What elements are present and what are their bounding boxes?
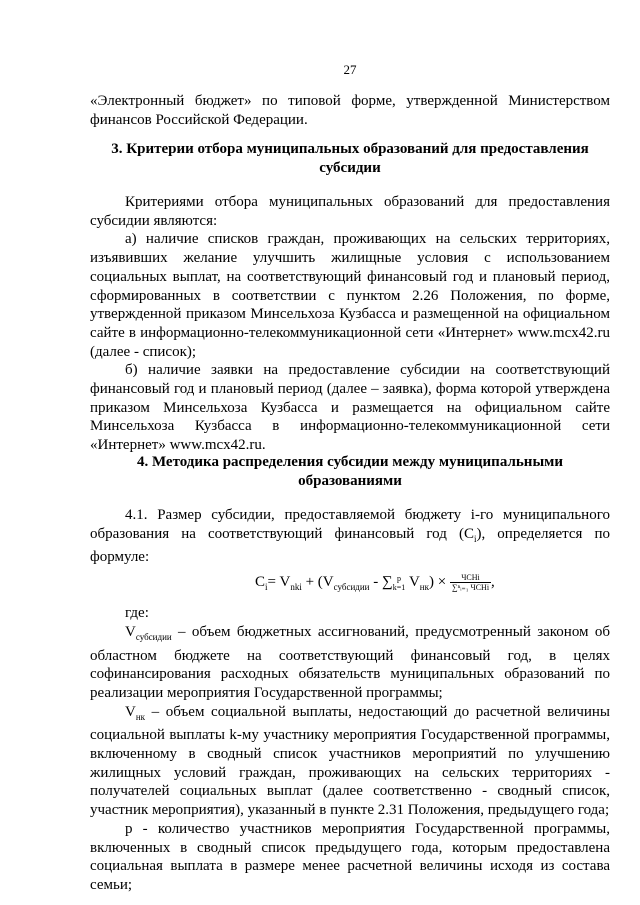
definition-v-nk-text: – объем социальной выплаты, недостающий до расчетной величины социальной выплаты k-му участнику мероприятия Государственной программы, включенному в сводный список участников мероприятий по улучшению жилищных условий граждан, проживающих на сельских территориях - получателей социальных выплат (далее соответственно - сводный список, участник мероприятия), указанный в пункте 2.31 Положения, предыдущего года; <box>90 703 610 819</box>
section4-heading-block <box>90 453 610 490</box>
subsidy-formula <box>90 571 610 598</box>
formula-minus: - <box>369 574 382 591</box>
formula-lhs: C <box>255 574 266 591</box>
formula-fraction-numerator: ЧСНi <box>450 573 491 583</box>
definition-v-subsidii-text: – объем бюджетных ассигнований, предусмотренный законом об областном бюджете на соответствующий финансовый год, в целях софинансирования расходных обязательств муниципальных образований по реализации мероприятия Государственной программы; <box>90 623 610 701</box>
formula-close: ) × <box>429 574 450 591</box>
section3-item-b: б) наличие заявки на предоставление субсидии на соответствующий финансовый год и плановый период (далее – заявка), форма которой утверждена приказом Минсельхоза Кузбасса и размещается на официальном сайте Минсельхоза Кузбасса в информационно-телекоммуникационной сети «Интернет» www.mcx42.ru. <box>90 362 610 454</box>
formula-sum-bottom: k=1 <box>392 582 406 592</box>
formula-sum-top: p <box>396 573 401 583</box>
section3-heading: 3. Критерии отбора муниципальных образований для предоставления субсидии <box>111 141 589 176</box>
intro-paragraph: «Электронный бюджет» по типовой форме, утвержденной Министерством финансов Российской Федерации. <box>90 93 610 128</box>
section4-body <box>90 506 610 895</box>
paragraph-4-1-subscript: i <box>473 533 477 544</box>
formula-fraction <box>450 573 491 592</box>
intro-block <box>90 92 610 129</box>
section3-item-a: а) наличие списков граждан, проживающих на сельских территориях, изъявивших желание улучшить жилищные условия с использованием социальных выплат, на соответствующий финансовый год и плановый период, сформированных в соответствии с пунктом 2.26 Положения, по форме, утвержденной приказом Минсельхоза Кузбасса и размещенной на официальном сайте в информационно-телекоммуникационной сети «Интернет» www.mcx42.ru (далее - список); <box>90 231 610 360</box>
definition-p: p - количество участников мероприятия Государственной программы, включенных в сводный список предыдущего года, которым предоставлена социальная выплата в размере менее расчетной величины исходя из состава семьи; <box>90 820 610 893</box>
formula-vnk: V <box>405 574 420 591</box>
formula-vs-sub: субсидии <box>333 582 370 593</box>
section3-heading-block <box>90 140 610 177</box>
formula-plus: + (V <box>301 574 334 591</box>
definition-v-nk-sub: нк <box>135 711 146 722</box>
section3-body <box>90 193 610 455</box>
formula-lhs-sub: i <box>265 582 268 593</box>
formula-sum-sign: ∑ <box>381 574 393 591</box>
page-number: 27 <box>343 62 357 77</box>
definition-v-nk-symbol: V <box>125 703 136 720</box>
paragraph-4-1-text-a: 4.1. Размер субсидии, предоставляемой бюджету i-го муниципального образования на соответствующий финансовый год (C <box>90 507 610 542</box>
formula-eq: = V <box>267 574 291 591</box>
definition-v-subsidii-symbol: V <box>125 623 136 640</box>
formula-fraction-denominator: ∑ⁿᵢ₌₁ ЧСНi <box>451 583 490 593</box>
paragraph-4-1-text-b: ), определяется по формуле: <box>90 525 610 566</box>
formula-v-sub: nki <box>290 582 302 593</box>
document-page <box>90 0 610 905</box>
definition-v-subsidii-sub: субсидии <box>135 631 172 642</box>
formula-comma: , <box>491 574 495 591</box>
definition-v-subsidii <box>90 623 610 703</box>
paragraph-4-1 <box>90 506 610 567</box>
section3-intro: Критериями отбора муниципальных образований для предоставления субсидии являются: <box>90 194 610 229</box>
definition-v-nk <box>90 703 610 820</box>
formula-vnk-sub: нк <box>419 582 429 593</box>
section4-heading: 4. Методика распределения субсидии между муниципальными образованиями <box>136 454 564 489</box>
where-label: где: <box>125 605 149 622</box>
formula-sum-limits <box>393 574 406 592</box>
